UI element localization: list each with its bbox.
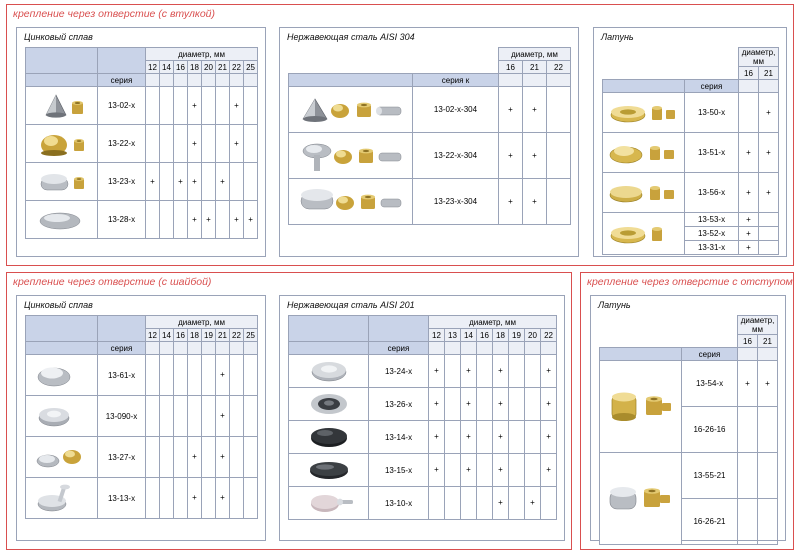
header-series: серия: [682, 348, 738, 361]
mark-cell: [758, 407, 778, 453]
mark-cell: +: [759, 93, 779, 133]
block-zinc-alloy: [16, 27, 266, 257]
mark-cell: +: [429, 355, 445, 388]
mark-cell: [244, 125, 258, 163]
mark-cell: [477, 355, 493, 388]
mark-cell: +: [230, 87, 244, 125]
col-14: 14: [160, 61, 174, 74]
series-label: 13-24-х: [369, 355, 429, 388]
col-25: 25: [244, 61, 258, 74]
mark-cell: [174, 396, 188, 437]
block-brass: [593, 27, 787, 257]
col-12: 12: [146, 61, 160, 74]
panel-title: крепление через отверстие с отступом: [587, 276, 793, 288]
mark-cell: [174, 437, 188, 478]
table-row: [289, 388, 557, 421]
header-image: [26, 74, 98, 87]
product-image-wash-screw: [26, 478, 98, 519]
table-row: [289, 454, 557, 487]
mark-cell: [216, 125, 230, 163]
mark-cell: +: [429, 388, 445, 421]
mark-cell: [230, 163, 244, 201]
mark-cell: [509, 421, 525, 454]
block-title: Цинковый сплав: [24, 300, 93, 310]
header-diameter: диаметр, мм: [146, 48, 258, 61]
header-series: серия: [98, 74, 146, 87]
col-16: 16: [174, 329, 188, 342]
table-row: [289, 355, 557, 388]
series-label: 13-22-х: [98, 125, 146, 163]
series-label: 13-23-х: [98, 163, 146, 201]
block-zinc-alloy-washer: [16, 295, 266, 541]
mark-cell: +: [461, 355, 477, 388]
mark-cell: [202, 163, 216, 201]
mark-cell: +: [230, 201, 244, 239]
mark-cell: +: [499, 179, 523, 225]
table-row: [289, 421, 557, 454]
panel-title: крепление через отверстие (с втулкой): [13, 8, 216, 20]
series-label: 13-52-х: [685, 227, 739, 241]
header-series: серия: [98, 342, 146, 355]
mark-cell: [445, 487, 461, 520]
series-label: 13-51-х: [685, 133, 739, 173]
table-row: [289, 87, 571, 133]
mark-cell: +: [759, 133, 779, 173]
col-21: 21: [216, 329, 230, 342]
table-row: [289, 179, 571, 225]
col-22: 22: [541, 329, 557, 342]
mark-cell: [547, 87, 571, 133]
mark-cell: +: [216, 163, 230, 201]
mark-cell: +: [188, 125, 202, 163]
mark-cell: [146, 478, 160, 519]
mark-cell: +: [758, 361, 778, 407]
col-21: 21: [758, 335, 778, 348]
col-20: 20: [525, 329, 541, 342]
product-image-brass-ring: [603, 93, 685, 133]
mark-cell: [174, 87, 188, 125]
mark-cell: [202, 87, 216, 125]
product-image-set-flat: [289, 179, 413, 225]
table-series-row: [289, 74, 571, 87]
mark-cell: [461, 487, 477, 520]
block-brass-offset: [590, 295, 786, 541]
table-zinc-washer: [25, 315, 258, 519]
table-series-row: [289, 342, 557, 355]
table-header-row: [603, 48, 779, 67]
panel-through-hole-offset: [580, 272, 794, 550]
series-label: 13-090-х: [98, 396, 146, 437]
col-21: 21: [759, 67, 779, 80]
block-title: Нержавеющая сталь AISI 201: [287, 300, 415, 310]
table-series-row: [26, 74, 258, 87]
mark-cell: +: [461, 454, 477, 487]
mark-cell: [216, 87, 230, 125]
block-title: Цинковый сплав: [24, 32, 93, 42]
panel-title: крепление через отверстие (с шайбой): [13, 276, 212, 288]
mark-cell: +: [188, 437, 202, 478]
header-diameter: диаметр, мм: [146, 316, 258, 329]
block-title: Латунь: [598, 300, 631, 310]
panel-through-hole-washer: [6, 272, 572, 550]
mark-cell: [525, 421, 541, 454]
mark-cell: +: [739, 173, 759, 213]
mark-cell: +: [461, 421, 477, 454]
mark-cell: [230, 396, 244, 437]
mark-cell: [188, 396, 202, 437]
series-label: 13-02-х-304: [413, 87, 499, 133]
table-header-row: [289, 316, 557, 329]
mark-cell: +: [216, 355, 230, 396]
panel-through-hole-bushing: [6, 4, 794, 266]
product-image-wash-gold: [26, 437, 98, 478]
col-12: 12: [429, 329, 445, 342]
mark-cell: [525, 388, 541, 421]
mark-cell: [174, 201, 188, 239]
mark-cell: [146, 396, 160, 437]
col-16: 16: [477, 329, 493, 342]
table-row: [289, 487, 557, 520]
mark-cell: [202, 478, 216, 519]
product-image-cone-stud: [26, 87, 98, 125]
col-21: 21: [216, 61, 230, 74]
col-16: 16: [499, 61, 523, 74]
mark-cell: +: [461, 388, 477, 421]
mark-cell: [509, 355, 525, 388]
col-12: 12: [146, 329, 160, 342]
mark-cell: +: [499, 87, 523, 133]
product-image-set-cone: [289, 87, 413, 133]
mark-cell: [174, 355, 188, 396]
table-aisi-201: [288, 315, 557, 520]
mark-cell: [738, 407, 758, 453]
mark-cell: [174, 478, 188, 519]
mark-cell: +: [541, 454, 557, 487]
mark-cell: +: [523, 179, 547, 225]
header-diameter: диаметр, мм: [499, 48, 571, 61]
series-label: 13-27-х: [98, 437, 146, 478]
product-image-wash-oval: [26, 355, 98, 396]
mark-cell: [216, 201, 230, 239]
product-image-set-dome: [289, 133, 413, 179]
table-row: [26, 87, 258, 125]
mark-cell: +: [738, 361, 758, 407]
block-title: Нержавеющая сталь AISI 304: [287, 32, 415, 42]
table-brass-offset: [599, 315, 778, 545]
mark-cell: [477, 388, 493, 421]
mark-cell: +: [493, 388, 509, 421]
mark-cell: [547, 179, 571, 225]
mark-cell: [160, 201, 174, 239]
header-image: [600, 348, 682, 361]
mark-cell: [244, 87, 258, 125]
mark-cell: [477, 454, 493, 487]
mark-cell: +: [244, 201, 258, 239]
series-label: 13-23-х-304: [413, 179, 499, 225]
series-label: 16-26-21: [682, 499, 738, 545]
col-19: 19: [202, 329, 216, 342]
mark-cell: [188, 355, 202, 396]
mark-cell: [738, 499, 758, 545]
series-label: 13-14-х: [369, 421, 429, 454]
mark-cell: [230, 478, 244, 519]
table-row: [26, 437, 258, 478]
series-label: 16-26-16: [682, 407, 738, 453]
mark-cell: [509, 454, 525, 487]
mark-cell: [477, 487, 493, 520]
header-spacer: [26, 48, 98, 74]
table-series-row: [600, 348, 778, 361]
mark-cell: +: [188, 87, 202, 125]
product-image-ss-screw: [289, 487, 369, 520]
series-label: 13-22-х-304: [413, 133, 499, 179]
col-14: 14: [160, 329, 174, 342]
mark-cell: +: [739, 213, 759, 227]
series-label: 13-56-х: [685, 173, 739, 213]
table-row: [603, 173, 779, 213]
col-16: 16: [174, 61, 188, 74]
mark-cell: [202, 437, 216, 478]
mark-cell: +: [525, 487, 541, 520]
table-row: [603, 93, 779, 133]
series-label: 13-54-х: [682, 361, 738, 407]
mark-cell: [445, 454, 461, 487]
series-label: 13-02-х: [98, 87, 146, 125]
mark-cell: [160, 437, 174, 478]
mark-cell: [429, 487, 445, 520]
mark-cell: [146, 125, 160, 163]
mark-cell: [739, 93, 759, 133]
col-14: 14: [461, 329, 477, 342]
mark-cell: +: [174, 163, 188, 201]
header-series: серия: [369, 342, 429, 355]
table-row: [26, 396, 258, 437]
series-label: 13-15-х: [369, 454, 429, 487]
header-image: [289, 74, 413, 87]
mark-cell: [759, 241, 779, 255]
mark-cell: +: [429, 454, 445, 487]
mark-cell: [758, 453, 778, 499]
series-label: 13-50-х: [685, 93, 739, 133]
product-image-ss-flat: [289, 355, 369, 388]
table-row: [600, 361, 778, 407]
mark-cell: +: [739, 241, 759, 255]
mark-cell: +: [523, 133, 547, 179]
table-aisi-304: [288, 47, 571, 225]
series-label: 13-53-х: [685, 213, 739, 227]
mark-cell: [160, 396, 174, 437]
table-row: [289, 133, 571, 179]
product-image-brass-cap: [603, 173, 685, 213]
mark-cell: [174, 125, 188, 163]
header-image: [603, 80, 685, 93]
col-18: 18: [493, 329, 509, 342]
mark-cell: [509, 388, 525, 421]
product-image-brass-set: [603, 133, 685, 173]
mark-cell: [547, 133, 571, 179]
mark-cell: +: [541, 388, 557, 421]
block-aisi-201: [279, 295, 565, 541]
mark-cell: +: [230, 125, 244, 163]
col-22: 22: [230, 61, 244, 74]
mark-cell: [146, 437, 160, 478]
mark-cell: [445, 355, 461, 388]
product-image-ss-oval: [289, 454, 369, 487]
col-16: 16: [738, 335, 758, 348]
mark-cell: [477, 421, 493, 454]
table-header-row: [289, 48, 571, 61]
mark-cell: [230, 437, 244, 478]
header-diameter: диаметр, мм: [739, 48, 779, 67]
table-row: [603, 213, 779, 227]
series-label: 13-26-х: [369, 388, 429, 421]
mark-cell: +: [523, 87, 547, 133]
series-label: 13-31-х: [685, 241, 739, 255]
header-series: серия к: [413, 74, 499, 87]
mark-cell: [202, 125, 216, 163]
block-aisi-304: [279, 27, 579, 257]
table-row: [603, 133, 779, 173]
col-19: 19: [509, 329, 525, 342]
col-16: 16: [739, 67, 759, 80]
product-image-oval-cap: [26, 201, 98, 239]
table-header-row: [26, 316, 258, 329]
mark-cell: +: [759, 173, 779, 213]
product-image-flat-cap: [26, 163, 98, 201]
product-image-ss-cup: [289, 388, 369, 421]
mark-cell: [160, 87, 174, 125]
mark-cell: +: [188, 478, 202, 519]
table-row: [600, 453, 778, 499]
product-image-dome-gold: [26, 125, 98, 163]
mark-cell: [202, 355, 216, 396]
mark-cell: [202, 396, 216, 437]
mark-cell: [230, 355, 244, 396]
product-image-br-pair: [600, 361, 682, 453]
series-label: 13-13-х: [98, 478, 146, 519]
col-18: 18: [188, 61, 202, 74]
mark-cell: [160, 163, 174, 201]
series-label: 13-61-х: [98, 355, 146, 396]
product-image-brass-ring2: [603, 213, 685, 255]
mark-cell: [244, 163, 258, 201]
mark-cell: [146, 355, 160, 396]
product-image-wash-round: [26, 396, 98, 437]
table-header-row: [600, 316, 778, 335]
table-header-row: [26, 48, 258, 61]
mark-cell: [759, 213, 779, 227]
mark-cell: [244, 355, 258, 396]
mark-cell: +: [188, 163, 202, 201]
mark-cell: +: [429, 421, 445, 454]
mark-cell: +: [202, 201, 216, 239]
table-row: [26, 478, 258, 519]
mark-cell: [738, 453, 758, 499]
table-series-row: [603, 80, 779, 93]
mark-cell: [244, 478, 258, 519]
mark-cell: +: [216, 478, 230, 519]
mark-cell: [758, 499, 778, 545]
product-image-ss-black: [289, 421, 369, 454]
mark-cell: +: [493, 487, 509, 520]
table-row: [26, 125, 258, 163]
header-diameter: диаметр, мм: [429, 316, 557, 329]
mark-cell: +: [541, 421, 557, 454]
mark-cell: +: [739, 227, 759, 241]
table-zinc-alloy: [25, 47, 258, 239]
mark-cell: [160, 125, 174, 163]
mark-cell: +: [188, 201, 202, 239]
mark-cell: +: [499, 133, 523, 179]
col-21: 21: [523, 61, 547, 74]
mark-cell: +: [216, 437, 230, 478]
mark-cell: [525, 355, 541, 388]
mark-cell: [146, 201, 160, 239]
table-series-row: [26, 342, 258, 355]
col-13: 13: [445, 329, 461, 342]
header-diameter: диаметр, мм: [738, 316, 778, 335]
series-label: 13-28-х: [98, 201, 146, 239]
header-spacer2: [98, 48, 146, 74]
mark-cell: [244, 396, 258, 437]
mark-cell: [244, 437, 258, 478]
col-18: 18: [188, 329, 202, 342]
col-22: 22: [547, 61, 571, 74]
mark-cell: +: [216, 396, 230, 437]
mark-cell: +: [146, 163, 160, 201]
mark-cell: [160, 355, 174, 396]
mark-cell: [525, 454, 541, 487]
series-label: 13-10-х: [369, 487, 429, 520]
mark-cell: [146, 87, 160, 125]
col-22: 22: [230, 329, 244, 342]
table-brass: [602, 47, 779, 255]
mark-cell: [445, 421, 461, 454]
header-series: серия: [685, 80, 739, 93]
mark-cell: [541, 487, 557, 520]
table-row: [26, 355, 258, 396]
mark-cell: [509, 487, 525, 520]
mark-cell: +: [493, 454, 509, 487]
mark-cell: +: [493, 421, 509, 454]
table-row: [26, 163, 258, 201]
col-20: 20: [202, 61, 216, 74]
mark-cell: [160, 478, 174, 519]
mark-cell: [445, 388, 461, 421]
mark-cell: [759, 227, 779, 241]
header-image: [26, 342, 98, 355]
mark-cell: +: [739, 133, 759, 173]
table-row: [26, 201, 258, 239]
col-25: 25: [244, 329, 258, 342]
series-label: 13-55-21: [682, 453, 738, 499]
product-image-br-pair2: [600, 453, 682, 545]
block-title: Латунь: [601, 32, 634, 42]
header-image: [289, 342, 369, 355]
mark-cell: +: [541, 355, 557, 388]
mark-cell: +: [493, 355, 509, 388]
